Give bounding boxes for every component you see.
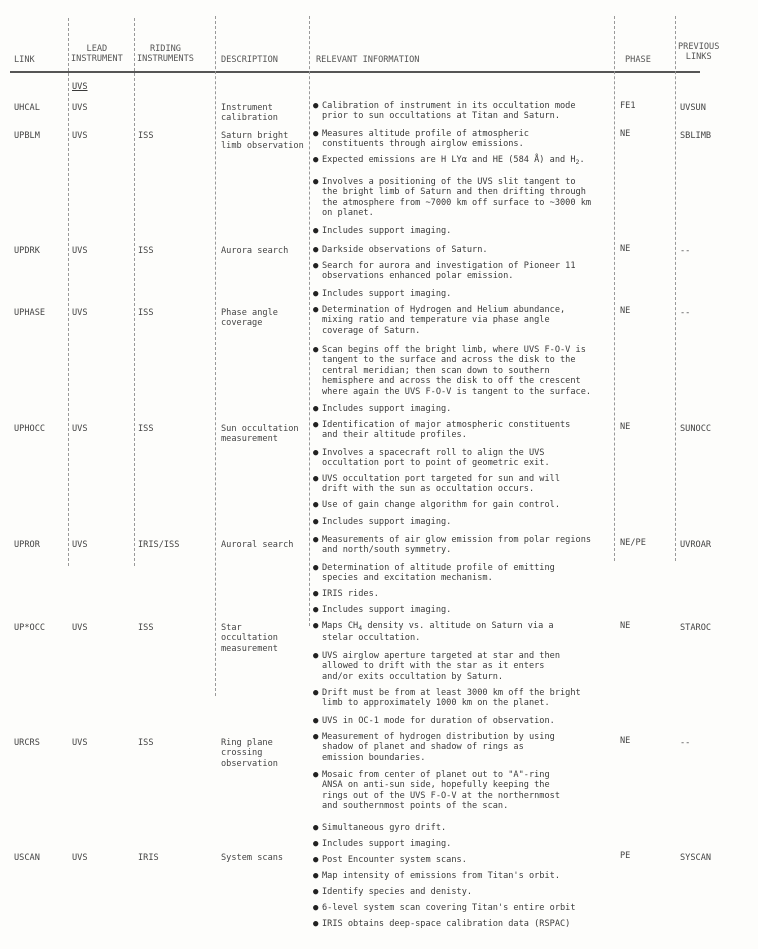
bullet-item	[313, 839, 452, 849]
bullet-text: Includes support imaging.	[322, 605, 452, 615]
bullet-text: Involves a positioning of the UVS slit tangent to the bright limb of Saturn and then drifting through the atmosphere from ~7000 km off surface to ~3000 km on planet.	[322, 177, 592, 219]
bullet-item	[313, 605, 452, 615]
bullet-item	[313, 226, 452, 236]
bullet-icon: ●	[313, 289, 319, 299]
bullet-text: Calibration of instrument in its occultation mode prior to sun occultations at Titan and Saturn.	[322, 101, 576, 122]
cell-description: Saturn bright limb observation	[221, 131, 304, 152]
bullet-icon: ●	[313, 261, 319, 271]
bullet-item	[313, 177, 592, 219]
cell-lead: UVS	[72, 424, 88, 434]
bullet-text: Maps $CH_4$ density vs. altitude on Saturn via a stelar occultation.	[322, 621, 554, 644]
bullet-item	[313, 261, 576, 282]
bullet-icon: ●	[313, 589, 319, 599]
bullet-icon: ●	[313, 732, 319, 742]
cell-previous: UVROAR	[680, 540, 712, 550]
cell-previous: UVSUN	[680, 103, 706, 113]
bullet-item	[313, 345, 592, 397]
bullet-icon: ●	[313, 823, 319, 833]
bullet-icon: ●	[313, 770, 319, 780]
column-divider	[215, 16, 216, 696]
cell-phase: NE	[620, 244, 631, 254]
bullet-item	[313, 563, 555, 584]
bullet-icon: ●	[313, 919, 319, 929]
bullet-text: Includes support imaging.	[322, 517, 452, 527]
cell-description: Ring plane crossing observation	[221, 738, 278, 769]
bullet-icon: ●	[313, 226, 319, 236]
cell-description: Sun occultation measurement	[221, 424, 299, 445]
bullet-text: Darkside observations of Saturn.	[322, 245, 488, 255]
cell-phase: NE	[620, 621, 631, 631]
cell-lead: UVS	[72, 738, 88, 748]
cell-lead: UVS	[72, 623, 88, 633]
bullet-icon: ●	[313, 605, 319, 615]
bullet-text: Measurements of air glow emission from polar regions and north/south symmetry.	[322, 535, 592, 556]
cell-previous: STAROC	[680, 623, 712, 633]
cell-riding: ISS	[138, 738, 154, 748]
bullet-icon: ●	[313, 651, 319, 661]
bullet-item	[313, 871, 560, 881]
bullet-text: Drift must be from at least 3000 km off the bright limb to approximately 1000 km on the planet.	[322, 688, 581, 709]
header-phase: PHASE	[625, 55, 651, 65]
header-lead-instrument: LEAD INSTRUMENT	[71, 44, 123, 65]
bullet-text: Determination of Hydrogen and Helium abundance, mixing ratio and temperature via phase angle coverage of Saturn.	[322, 305, 566, 336]
cell-link: USCAN	[14, 853, 40, 863]
cell-lead: UVS	[72, 853, 88, 863]
cell-link: UHCAL	[14, 103, 40, 113]
bullet-item	[313, 245, 488, 255]
bullet-text: Post Encounter system scans.	[322, 855, 467, 865]
bullet-item	[313, 500, 560, 510]
bullet-item	[313, 855, 467, 865]
cell-link: UPROR	[14, 540, 40, 550]
cell-phase: NE	[620, 422, 631, 432]
cell-lead: UVS	[72, 103, 88, 113]
bullet-icon: ●	[313, 517, 319, 527]
column-divider	[134, 18, 135, 566]
bullet-text: Determination of altitude profile of emitting species and excitation mechanism.	[322, 563, 555, 584]
bullet-icon: ●	[313, 345, 319, 355]
cell-description: Auroral search	[221, 540, 294, 550]
bullet-item	[313, 770, 560, 812]
bullet-item	[313, 404, 452, 414]
bullet-item	[313, 621, 554, 644]
column-divider	[68, 18, 69, 566]
header-riding-instruments: RIDING INSTRUMENTS	[137, 44, 194, 65]
bullet-item	[313, 903, 576, 913]
cell-lead: UVS	[72, 131, 88, 141]
cell-previous: --	[680, 738, 691, 748]
cell-link: UPHOCC	[14, 424, 46, 434]
cell-link: URCRS	[14, 738, 40, 748]
bullet-text: Identification of major atmospheric constituents and their altitude profiles.	[322, 420, 571, 441]
bullet-item	[313, 101, 576, 122]
bullet-icon: ●	[313, 155, 319, 165]
cell-previous: --	[680, 308, 691, 318]
bullet-item	[313, 651, 560, 682]
bullet-item	[313, 887, 473, 897]
bullet-icon: ●	[313, 903, 319, 913]
bullet-text: IRIS rides.	[322, 589, 379, 599]
bullet-item	[313, 517, 452, 527]
header-description: DESCRIPTION	[221, 55, 278, 65]
bullet-icon: ●	[313, 871, 319, 881]
bullet-icon: ●	[313, 621, 319, 631]
cell-riding: ISS	[138, 424, 154, 434]
bullet-icon: ●	[313, 535, 319, 545]
cell-previous: SYSCAN	[680, 853, 712, 863]
bullet-text: 6-level system scan covering Titan's entire orbit	[322, 903, 576, 913]
header-rule	[10, 71, 700, 73]
bullet-text: IRIS obtains deep-space calibration data (RSPAC)	[322, 919, 571, 929]
cell-link: UPHASE	[14, 308, 46, 318]
bullet-icon: ●	[313, 688, 319, 698]
cell-description: Instrument calibration	[221, 103, 278, 124]
bullet-text: Measurement of hydrogen distribution by using shadow of planet and shadow of rings as emission boundaries.	[322, 732, 555, 763]
bullet-text: Involves a spacecraft roll to align the UVS occultation port to point of geometric exit.	[322, 448, 550, 469]
bullet-icon: ●	[313, 448, 319, 458]
cell-link: UPDRK	[14, 246, 40, 256]
bullet-icon: ●	[313, 101, 319, 111]
bullet-icon: ●	[313, 245, 319, 255]
bullet-text: Use of gain change algorithm for gain control.	[322, 500, 560, 510]
bullet-text: Simultaneous gyro drift.	[322, 823, 447, 833]
bullet-icon: ●	[313, 474, 319, 484]
bullet-text: Scan begins off the bright limb, where UVS F-O-V is tangent to the surface and across the disk to the central meridian; then scan down to southern hemisphere and across the disk to off the crescent where again the UVS F-O-V is tangent to the surface.	[322, 345, 592, 397]
bullet-text: Includes support imaging.	[322, 226, 452, 236]
cell-riding: ISS	[138, 246, 154, 256]
bullet-icon: ●	[313, 420, 319, 430]
bullet-text: Includes support imaging.	[322, 289, 452, 299]
bullet-icon: ●	[313, 887, 319, 897]
bullet-text: UVS occultation port targeted for sun and will drift with the sun as occultation occurs.	[322, 474, 560, 495]
header-relevant-information: RELEVANT INFORMATION	[316, 55, 420, 65]
cell-description: Aurora search	[221, 246, 289, 256]
bullet-text: UVS airglow aperture targeted at star and then allowed to drift with the star as it enters and/or exits occultation by Saturn.	[322, 651, 560, 682]
bullet-item	[313, 589, 379, 599]
bullet-item	[313, 474, 560, 495]
cell-riding: ISS	[138, 308, 154, 318]
bullet-icon: ●	[313, 129, 319, 139]
cell-riding: IRIS/ISS	[138, 540, 180, 550]
bullet-icon: ●	[313, 839, 319, 849]
bullet-icon: ●	[313, 305, 319, 315]
cell-description: System scans	[221, 853, 284, 863]
bullet-text: Measures altitude profile of atmospheric constituents through airglow emissions.	[322, 129, 529, 150]
cell-previous: SUNOCC	[680, 424, 712, 434]
cell-phase: NE	[620, 306, 631, 316]
bullet-text: Search for aurora and investigation of Pioneer 11 observations enhanced polar emission.	[322, 261, 576, 282]
column-divider	[309, 16, 310, 626]
bullet-text: Map intensity of emissions from Titan's orbit.	[322, 871, 560, 881]
bullet-text: Identify species and denisty.	[322, 887, 473, 897]
header-link: LINK	[14, 55, 35, 65]
cell-riding: ISS	[138, 131, 154, 141]
bullet-icon: ●	[313, 404, 319, 414]
bullet-text: UVS in OC-1 mode for duration of observation.	[322, 716, 555, 726]
bullet-text: Includes support imaging.	[322, 404, 452, 414]
cell-description: Phase angle coverage	[221, 308, 278, 329]
bullet-icon: ●	[313, 563, 319, 573]
bullet-item	[313, 535, 592, 556]
bullet-item	[313, 289, 452, 299]
bullet-text: Mosaic from center of planet out to "A"-ring ANSA on anti-sun side, hopefully keeping the rings out of the UVS F-O-V at the northernmost and southernmost points of the scan.	[322, 770, 560, 812]
cell-description: Star occultation measurement	[221, 623, 278, 654]
cell-previous: SBLIMB	[680, 131, 712, 141]
bullet-item	[313, 716, 555, 726]
bullet-item	[313, 448, 550, 469]
bullet-icon: ●	[313, 177, 319, 187]
bullet-item	[313, 732, 555, 763]
bullet-item	[313, 919, 571, 929]
bullet-text: Expected emissions are H LYα and HE (584 Å) and $H_2$.	[322, 155, 585, 166]
cell-previous: --	[680, 246, 691, 256]
cell-lead: UVS	[72, 540, 88, 550]
bullet-item	[313, 823, 447, 833]
bullet-item	[313, 129, 529, 150]
cell-phase: PE	[620, 851, 631, 861]
cell-riding: ISS	[138, 623, 154, 633]
cell-riding: IRIS	[138, 853, 159, 863]
bullet-icon: ●	[313, 500, 319, 510]
cell-phase: NE	[620, 129, 631, 139]
bullet-item	[313, 155, 585, 167]
bullet-item	[313, 305, 566, 336]
bullet-item	[313, 420, 571, 441]
bullet-icon: ●	[313, 855, 319, 865]
cell-link: UPBLM	[14, 131, 40, 141]
column-divider	[614, 16, 615, 561]
header-previous-links: PREVIOUS LINKS	[678, 42, 720, 63]
bullet-icon: ●	[313, 716, 319, 726]
cell-phase: FE1	[620, 101, 636, 111]
cell-lead: UVS	[72, 308, 88, 318]
group-label: UVS	[72, 82, 88, 92]
column-divider	[675, 16, 676, 561]
cell-lead: UVS	[72, 246, 88, 256]
bullet-item	[313, 688, 581, 709]
cell-phase: NE	[620, 736, 631, 746]
cell-phase: NE/PE	[620, 538, 646, 548]
cell-link: UP*OCC	[14, 623, 46, 633]
bullet-text: Includes support imaging.	[322, 839, 452, 849]
